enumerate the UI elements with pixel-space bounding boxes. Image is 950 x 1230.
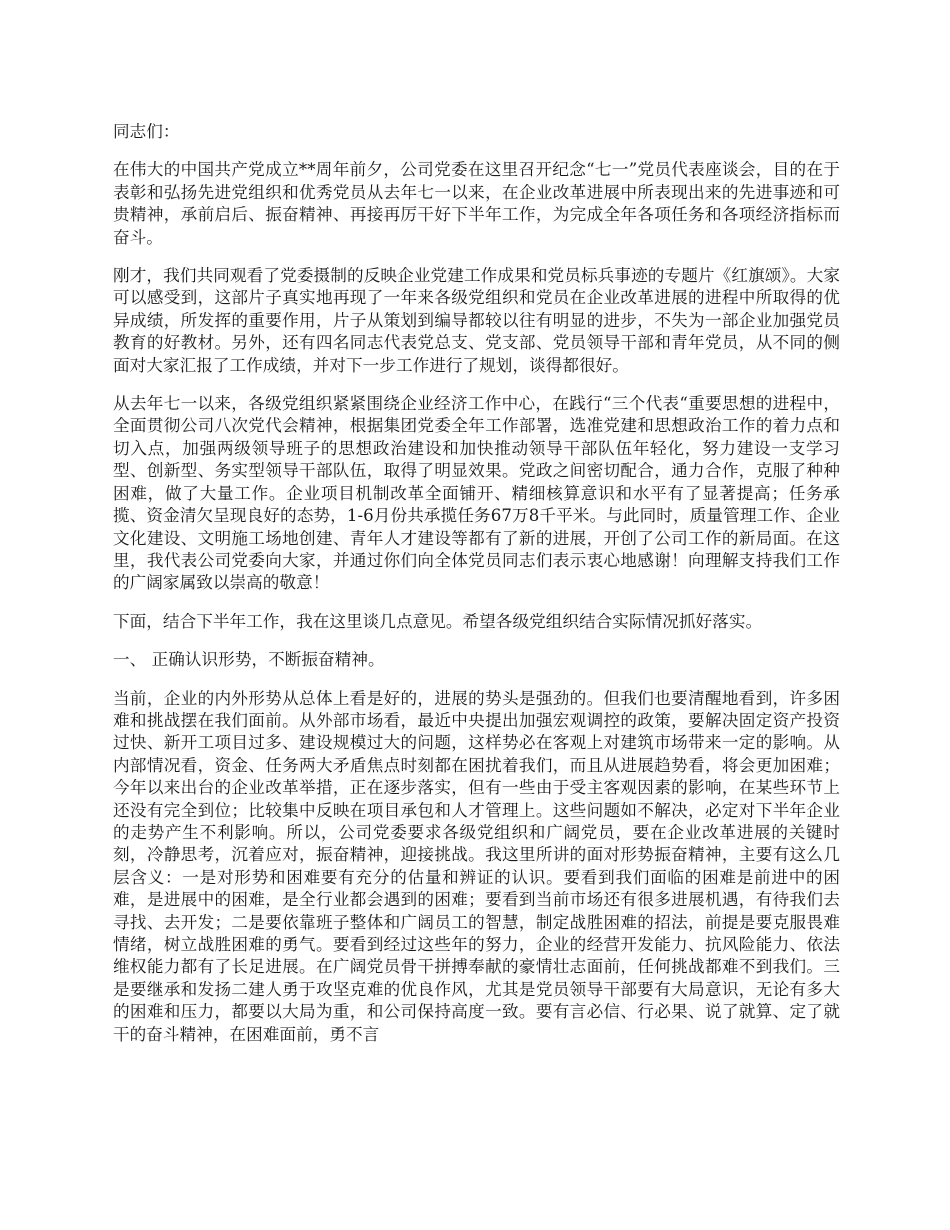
paragraph-film: 刚才，我们共同观看了党委摄制的反映企业党建工作成果和党员标兵事迹的专题片《红旗颂》。大家可以感受到，这部片子真实地再现了一年来各级党组织和党员在企业改革进展的进程中所取得的优异成绩，所发挥的重要作用，片子从策划到编导都较以往有明显的进步，不失为一部企业加强党员教育的好教材。另外，还有四名同志代表党总支、党支部、党员领导干部和青年党员，从不同的侧面对大家汇报了工作成绩，并对下一步工作进行了规划，谈得都很好。	[113, 266, 840, 375]
paragraph-achievements: 从去年七一以来，各级党组织紧紧围绕企业经济工作中心，在践行“三个代表“重要思想的进程中，全面贯彻公司八次党代会精神，根据集团党委全年工作部署，选准党建和思想政治工作的着力点和切入点，加强两级领导班子的思想政治建设和加快推动领导干部队伍年轻化，努力建设一支学习型、创新型、务实型领导干部队伍，取得了明显效果。党政之间密切配合，通力合作，克服了种种困难，做了大量工作。企业项目机制改革全面铺开、精细核算意识和水平有了显著提高；任务承揽、资金清欠呈现良好的态势，1-6月份共承揽任务67万8千平米。与此同时，质量管理工作、企业文化建设、文明施工场地创建、青年人才建设等都有了新的进展，开创了公司工作的新局面。在这里，我代表公司党委向大家，并通过你们向全体党员同志们表示衷心地感谢！向理解支持我们工作的广阔家属致以崇高的敬意！	[113, 394, 840, 593]
paragraph-situation: 当前，企业的内外形势从总体上看是好的，进展的势头是强劲的。但我们也要清醒地看到，许多困难和挑战摆在我们面前。从外部市场看，最近中央提出加强宏观调控的政策，要解决固定资产投资过快、新开工项目过多、建设规模过大的问题，这样势必在客观上对建筑市场带来一定的影响。从内部情况看，资金、任务两大矛盾焦点时刻都在困扰着我们，而且从进展趋势看，将会更加困难；今年以来出台的企业改革举措，正在逐步落实，但有一些由于受主客观因素的影响，在某些环节上还没有完全到位；比较集中反映在项目承包和人才管理上。这些问题如不解决，必定对下半年企业的走势产生不利影响。所以，公司党委要求各级党组织和广阔党员，要在企业改革进展的关键时刻，冷静思考，沉着应对，振奋精神，迎接挑战。我这里所讲的面对形势振奋精神，主要有这么几层含义：一是对形势和困难要有充分的估量和辨证的认识。要看到我们面临的困难是前进中的困难，是进展中的困难，是全行业都会遇到的困难；要看到当前市场还有很多进展机遇，有待我们去寻找、去开发；二是要依靠班子整体和广阔员工的智慧，制定战胜困难的招法，前提是要克服畏难情绪，树立战胜困难的勇气。要看到经过这些年的努力，企业的经营开发能力、抗风险能力、依法维权能力都有了长足进展。在广阔党员骨干拼搏奉献的豪情壮志面前，任何挑战都难不到我们。三是要继承和发扬二建人勇于攻坚克难的优良作风，尤其是党员领导干部要有大局意识，无论有多大的困难和压力，都要以大局为重，和公司保持高度一致。要有言必信、行必果、说了就算、定了就干的奋斗精神，在困难面前，勇不言	[113, 688, 840, 1044]
paragraph-intro: 在伟大的中国共产党成立**周年前夕，公司党委在这里召开纪念“七一”党员代表座谈会，目的在于表彰和弘扬先进党组织和优秀党员从去年七一以来，在企业改革进展中所表现出来的先进事迹和可贵精神，承前启后、振奋精神、再接再厉干好下半年工作，为完成全年各项任务和各项经济指标而奋斗。	[113, 160, 840, 247]
salutation: 同志们：	[113, 122, 180, 141]
document-page	[113, 121, 840, 1062]
paragraph-transition: 下面，结合下半年工作，我在这里谈几点意见。希望各级党组织结合实际情况抓好落实。	[113, 611, 763, 631]
section-heading: 一、 正确认识形势，不断振奋精神。	[113, 650, 385, 670]
